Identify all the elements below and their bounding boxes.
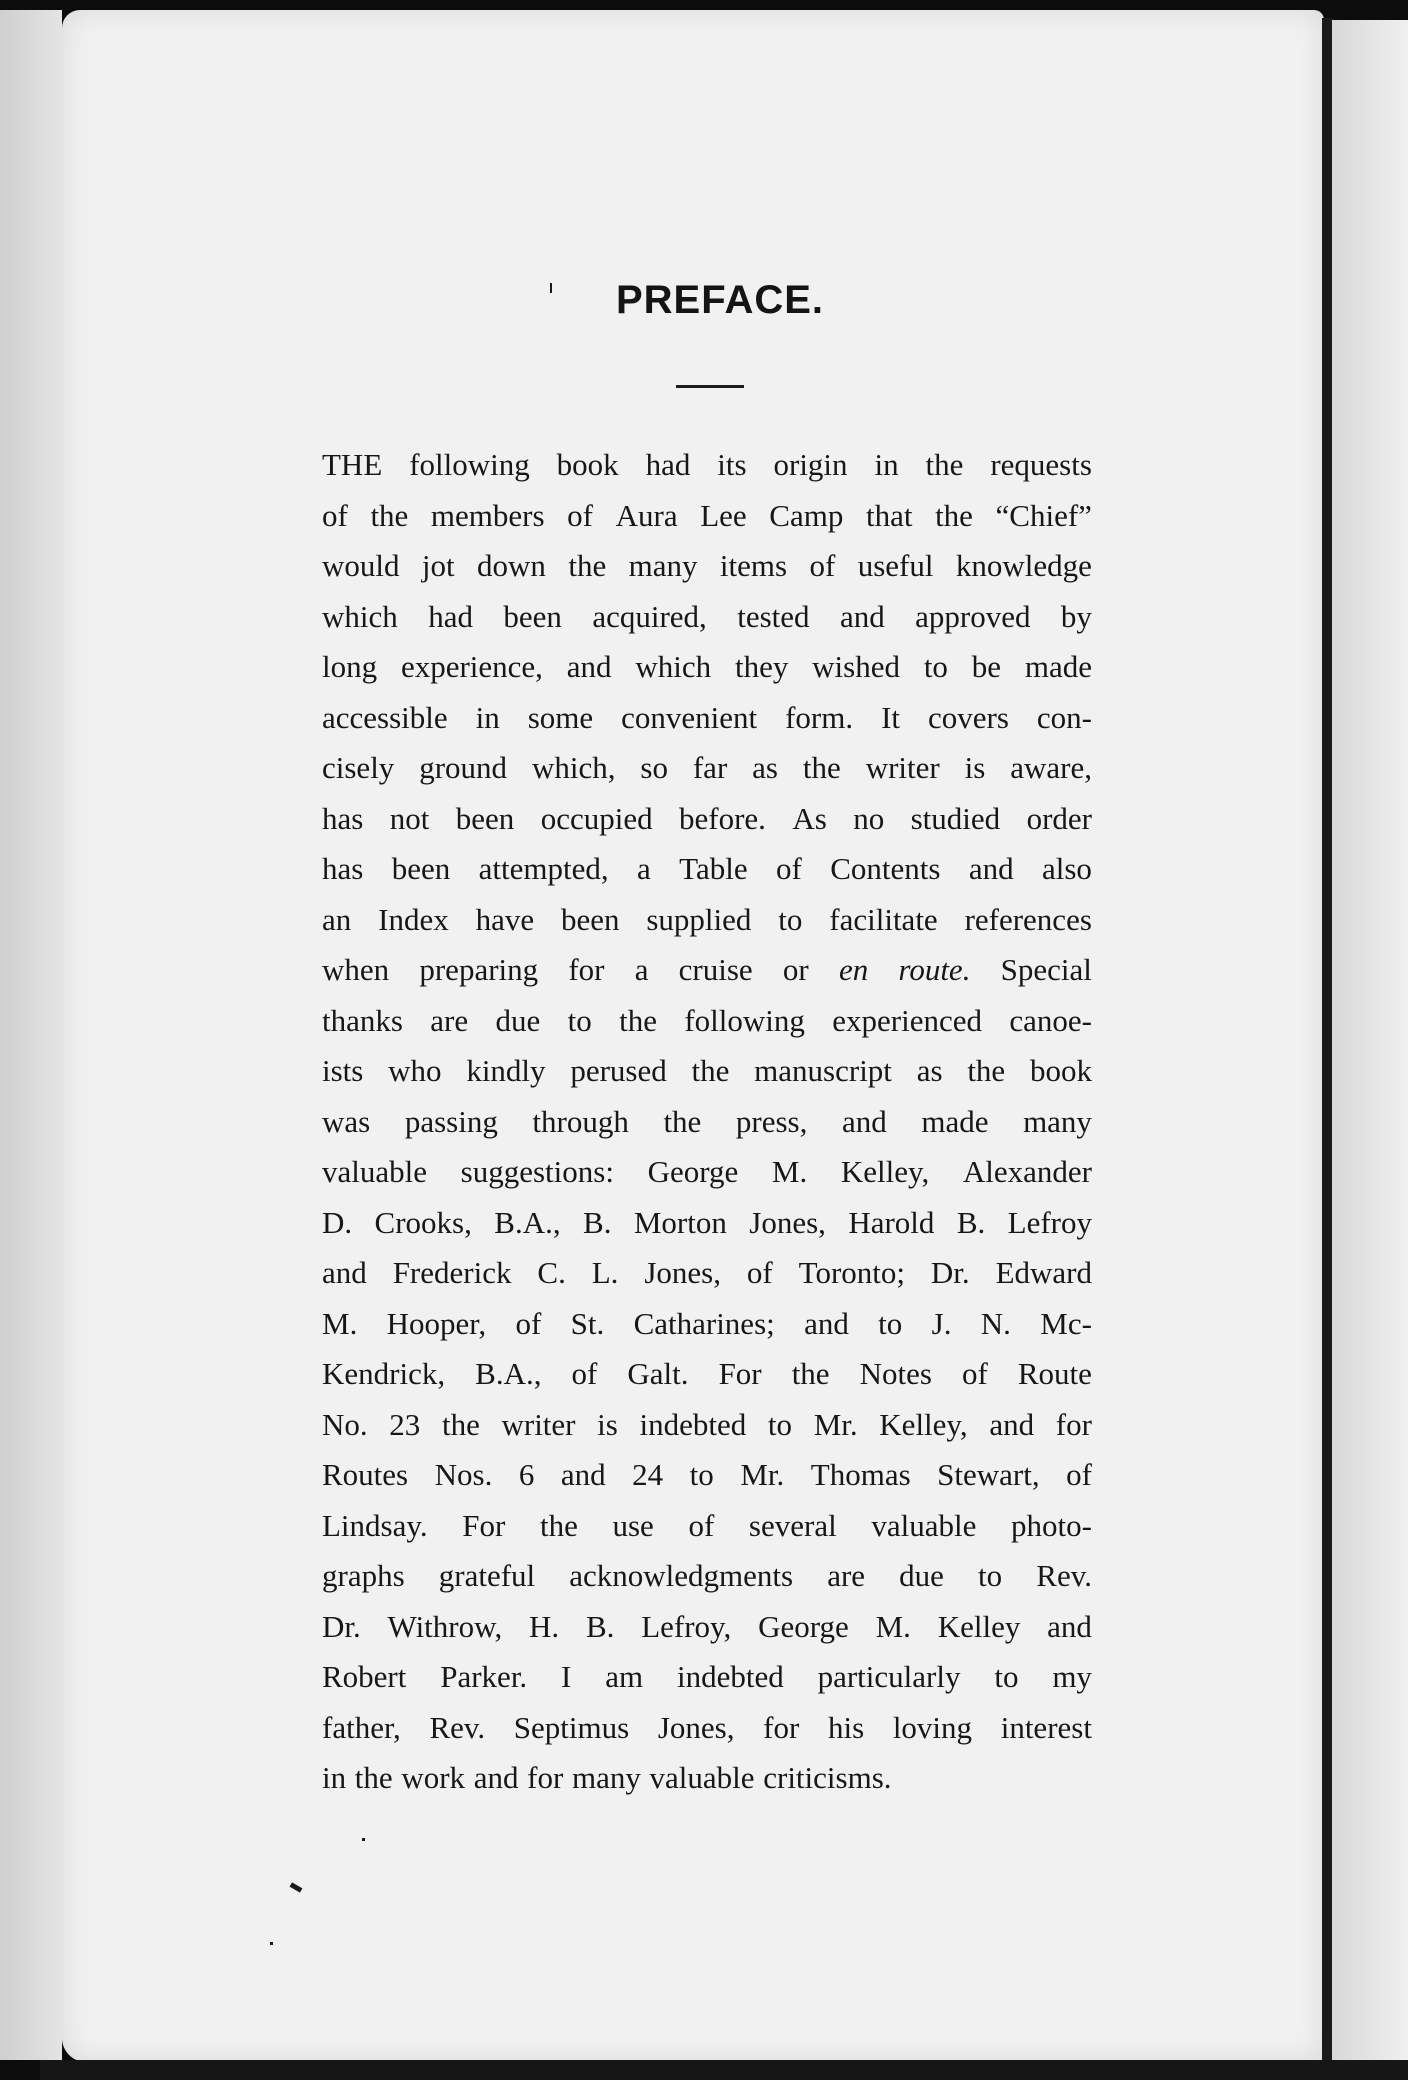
word: some [527, 699, 594, 735]
word: Nos. [434, 1457, 493, 1492]
word: preparing [419, 952, 539, 987]
word: valuable [871, 1507, 977, 1543]
word: of [775, 851, 802, 886]
word: and [1047, 1608, 1092, 1644]
word: for [763, 1709, 800, 1745]
word: would [322, 548, 400, 583]
word: and [804, 1305, 849, 1341]
word: and [560, 1457, 606, 1492]
word: or [782, 952, 809, 987]
word: as [752, 750, 778, 785]
word: writer [865, 750, 940, 785]
word: Catharines; [633, 1305, 775, 1341]
text-line [322, 844, 1092, 895]
word: con- [1036, 699, 1092, 735]
word: Crooks, [374, 1204, 472, 1240]
word: to [878, 1305, 903, 1341]
adjacent-page-strip [1332, 20, 1408, 2060]
word: father, [322, 1709, 401, 1745]
word: my [1052, 1659, 1092, 1694]
word: of [322, 497, 348, 533]
word: of [961, 1356, 988, 1391]
word: the [539, 1507, 578, 1543]
word: members [430, 497, 545, 533]
word: been [391, 851, 451, 886]
word: Mr. [740, 1457, 785, 1492]
word: aware, [1010, 750, 1092, 785]
word: which [635, 649, 712, 684]
word: loving [892, 1709, 973, 1745]
word: have [475, 901, 535, 937]
word: Galt. [627, 1356, 689, 1391]
word: long [322, 649, 378, 684]
text-line [322, 794, 1092, 845]
word: M. [875, 1608, 911, 1644]
word: experienced [832, 1002, 982, 1038]
word: not [389, 800, 430, 836]
scan-speck [550, 283, 552, 293]
word: George [647, 1154, 739, 1189]
text-line [322, 491, 1092, 542]
word: THE [322, 447, 383, 482]
word: Morton [633, 1204, 727, 1240]
word: the [925, 447, 964, 482]
word: and [841, 1103, 887, 1139]
word: Lefroy [1007, 1204, 1092, 1240]
word: M. [771, 1154, 808, 1189]
word: Rev. [1036, 1558, 1092, 1593]
word: accessible [322, 699, 448, 735]
word: through [532, 1103, 629, 1139]
word: Robert [322, 1659, 407, 1694]
text-line [322, 1198, 1092, 1249]
text-line [322, 1551, 1092, 1602]
word: Withrow, [387, 1608, 503, 1644]
word: made [1024, 649, 1092, 684]
word: Stewart, [937, 1457, 1040, 1492]
word: to [923, 649, 948, 684]
word: which, [531, 750, 616, 785]
word: D. [322, 1204, 353, 1240]
word: and [473, 1760, 519, 1795]
word: Frederick [392, 1255, 512, 1290]
word: the [370, 497, 409, 533]
word: As [792, 800, 827, 836]
word: of [571, 1356, 598, 1391]
word: Dr. [930, 1255, 970, 1290]
word: as [916, 1053, 943, 1088]
word: Kelley [937, 1608, 1021, 1644]
word: Toronto; [798, 1255, 905, 1290]
word: been [560, 901, 620, 937]
word: Table [679, 851, 748, 886]
word: due [495, 1002, 541, 1038]
word: perused [570, 1053, 667, 1088]
word: the [967, 1053, 1006, 1088]
word: so [640, 750, 668, 785]
scan-speck [270, 1942, 273, 1945]
word: an [322, 901, 352, 937]
word: book [1029, 1053, 1092, 1088]
word: the [441, 1406, 480, 1442]
word: Special [1000, 952, 1092, 987]
word: Index [378, 901, 449, 937]
word: the [802, 750, 841, 785]
word: approved [915, 598, 1031, 634]
word: acknowledgments [569, 1558, 794, 1593]
word: before. [679, 800, 766, 836]
word: following [684, 1002, 805, 1038]
word: many [572, 1760, 641, 1795]
word: Edward [995, 1255, 1092, 1290]
word: been [455, 800, 515, 836]
text-line [322, 1652, 1092, 1703]
word: I [561, 1659, 572, 1694]
word: useful [857, 548, 934, 583]
word: are [827, 1558, 866, 1593]
word: Mc- [1040, 1305, 1092, 1341]
text-line [322, 895, 1092, 946]
text-line [322, 945, 1092, 996]
word: Route [1017, 1356, 1092, 1391]
scan-speck [362, 1838, 365, 1841]
word: which [322, 598, 398, 634]
word: It [881, 699, 901, 735]
word: knowledge [955, 548, 1092, 583]
word: who [388, 1053, 442, 1088]
word: B. [956, 1204, 986, 1240]
word: criticisms. [763, 1760, 892, 1795]
word: is [964, 750, 986, 785]
word: experience, [400, 649, 543, 684]
word: wished [812, 649, 900, 684]
word: grateful [438, 1558, 536, 1593]
word: cruise [678, 952, 753, 987]
word: the [619, 1002, 657, 1038]
word: the [791, 1356, 830, 1391]
word: when [322, 952, 390, 987]
word: Dr. [322, 1608, 361, 1644]
word: Aura [615, 497, 678, 533]
word: Thomas [810, 1457, 911, 1492]
word: press, [735, 1103, 808, 1139]
word: and [839, 598, 885, 634]
word: Routes [322, 1457, 409, 1492]
word: For [718, 1356, 762, 1391]
word: use [612, 1507, 654, 1543]
word: 6 [518, 1457, 535, 1492]
word: to [778, 901, 803, 937]
word: the [663, 1103, 702, 1139]
word: ground [419, 750, 508, 785]
text-line [322, 996, 1092, 1047]
word: his [827, 1709, 865, 1745]
word: Harold [848, 1204, 935, 1240]
word: valuable [322, 1154, 428, 1189]
word: references [964, 901, 1092, 937]
word: was [322, 1103, 371, 1139]
word: book [556, 447, 619, 482]
word: jot [421, 548, 455, 583]
word: en [838, 952, 869, 987]
word: H. [529, 1608, 560, 1644]
word: photo- [1011, 1507, 1092, 1543]
text-line [322, 1602, 1092, 1653]
text-line [322, 541, 1092, 592]
text-line [322, 1097, 1092, 1148]
word: Lindsay. [322, 1507, 428, 1543]
word: indebted [676, 1659, 784, 1694]
word: to [978, 1558, 1003, 1593]
word: of [567, 497, 593, 533]
word: covers [928, 699, 1009, 735]
word: in [475, 699, 500, 735]
word: been [503, 598, 562, 634]
text-line [322, 1299, 1092, 1350]
word: valuable [649, 1760, 755, 1795]
word: am [605, 1659, 644, 1694]
text-line [322, 1248, 1092, 1299]
text-line [322, 592, 1092, 643]
word: had [645, 447, 691, 482]
word: Jones, [749, 1204, 826, 1240]
word: of [1066, 1457, 1092, 1492]
word: a [634, 952, 649, 987]
word: N. [980, 1305, 1011, 1341]
word: Alexander [962, 1154, 1092, 1189]
word: the [354, 1760, 393, 1795]
text-line [322, 440, 1092, 491]
word: 23 [389, 1406, 421, 1442]
word: indebted [639, 1406, 747, 1442]
word: Notes [859, 1356, 932, 1391]
word: made [921, 1103, 989, 1139]
text-line [322, 743, 1092, 794]
word: convenient [621, 699, 758, 735]
word: is [597, 1406, 618, 1442]
word: origin [773, 447, 848, 482]
word: Parker. [440, 1659, 528, 1694]
word: passing [404, 1103, 498, 1139]
word: of [809, 548, 836, 583]
word: be [971, 649, 1002, 684]
word: work [401, 1760, 466, 1795]
word: Lefroy, [641, 1608, 732, 1644]
word: For [462, 1507, 506, 1543]
word: order [1026, 800, 1092, 836]
text-line [322, 1450, 1092, 1501]
word: due [899, 1558, 944, 1593]
word: Rev. [429, 1709, 486, 1745]
preface-body [322, 440, 1092, 1804]
word: B. [583, 1204, 612, 1240]
word: by [1060, 598, 1092, 634]
word: had [428, 598, 473, 634]
word: Jones, [644, 1255, 721, 1290]
word: the [935, 497, 973, 533]
left-page-margin [0, 10, 62, 2060]
word: the [568, 548, 607, 583]
word: “Chief” [995, 497, 1092, 533]
word: to [567, 1002, 592, 1038]
text-line [322, 1046, 1092, 1097]
word: B.A., [475, 1356, 542, 1391]
word: far [692, 750, 728, 785]
word: route. [898, 952, 971, 987]
word: George [758, 1608, 849, 1644]
word: manuscript [754, 1053, 892, 1088]
text-line [322, 1753, 1092, 1804]
word: interest [1000, 1709, 1092, 1745]
word: Kendrick, [322, 1356, 446, 1391]
word: has [322, 851, 364, 886]
word: and [968, 851, 1014, 886]
word: ists [322, 1053, 364, 1088]
word: has [322, 800, 364, 836]
word: and [322, 1255, 367, 1290]
word: to [994, 1659, 1019, 1694]
word: Contents [830, 851, 941, 886]
word: No. [322, 1406, 368, 1442]
word: following [409, 447, 530, 482]
word: studied [910, 800, 1001, 836]
text-line [322, 1501, 1092, 1552]
word: L. [591, 1255, 619, 1290]
bottom-edge [40, 2060, 1408, 2080]
word: are [430, 1002, 469, 1038]
word: several [748, 1507, 837, 1543]
word: St. [570, 1305, 605, 1341]
word: and [989, 1406, 1035, 1442]
word: Septimus [513, 1709, 630, 1745]
word: canoe- [1009, 1002, 1092, 1038]
word: thanks [322, 1002, 403, 1038]
word: Lee [700, 497, 747, 533]
word: J. [931, 1305, 952, 1341]
word: of [688, 1507, 715, 1543]
word: to [689, 1457, 714, 1492]
word: in [322, 1760, 347, 1795]
word: and [566, 649, 612, 684]
word: acquired, [592, 598, 707, 634]
text-line [322, 1147, 1092, 1198]
word: for [568, 952, 605, 987]
word: a [637, 851, 651, 886]
word: Kelley, [879, 1406, 968, 1442]
word: Jones, [657, 1709, 735, 1745]
text-line [322, 1400, 1092, 1451]
word: kindly [466, 1053, 546, 1088]
text-line [322, 693, 1092, 744]
word: many [1023, 1103, 1092, 1139]
word: facilitate [829, 901, 938, 937]
word: Kelley, [840, 1154, 930, 1189]
word: graphs [322, 1558, 405, 1593]
word: attempted, [478, 851, 609, 886]
word: M. [322, 1305, 358, 1341]
word: its [717, 447, 747, 482]
word: also [1041, 851, 1092, 886]
word: to [767, 1406, 793, 1442]
word: C. [537, 1255, 566, 1290]
word: that [865, 497, 913, 533]
word: supplied [646, 901, 752, 937]
word: particularly [817, 1659, 961, 1694]
word: Hooper, [386, 1305, 487, 1341]
word: suggestions: [460, 1154, 614, 1189]
word: they [734, 649, 789, 684]
word: B.A., [494, 1204, 561, 1240]
word: Camp [769, 497, 844, 533]
word: down [477, 548, 546, 583]
word: items [719, 548, 788, 583]
text-line [322, 1349, 1092, 1400]
word: writer [501, 1406, 576, 1442]
word: of [515, 1305, 542, 1341]
page-title: PREFACE. [615, 278, 825, 322]
word: form. [785, 699, 854, 735]
word: tested [737, 598, 810, 634]
word: many [628, 548, 698, 583]
word: for [1055, 1406, 1092, 1442]
word: no [853, 800, 885, 836]
word: for [527, 1760, 564, 1795]
word: occupied [540, 800, 653, 836]
word: requests [990, 447, 1092, 482]
text-line [322, 642, 1092, 693]
word: of [746, 1255, 773, 1290]
word: cisely [322, 750, 395, 785]
word: in [874, 447, 899, 482]
word: 24 [632, 1457, 664, 1492]
text-line [322, 1703, 1092, 1754]
title-rule [676, 385, 744, 388]
word: B. [585, 1608, 615, 1644]
word: Mr. [813, 1406, 858, 1442]
word: the [691, 1053, 730, 1088]
